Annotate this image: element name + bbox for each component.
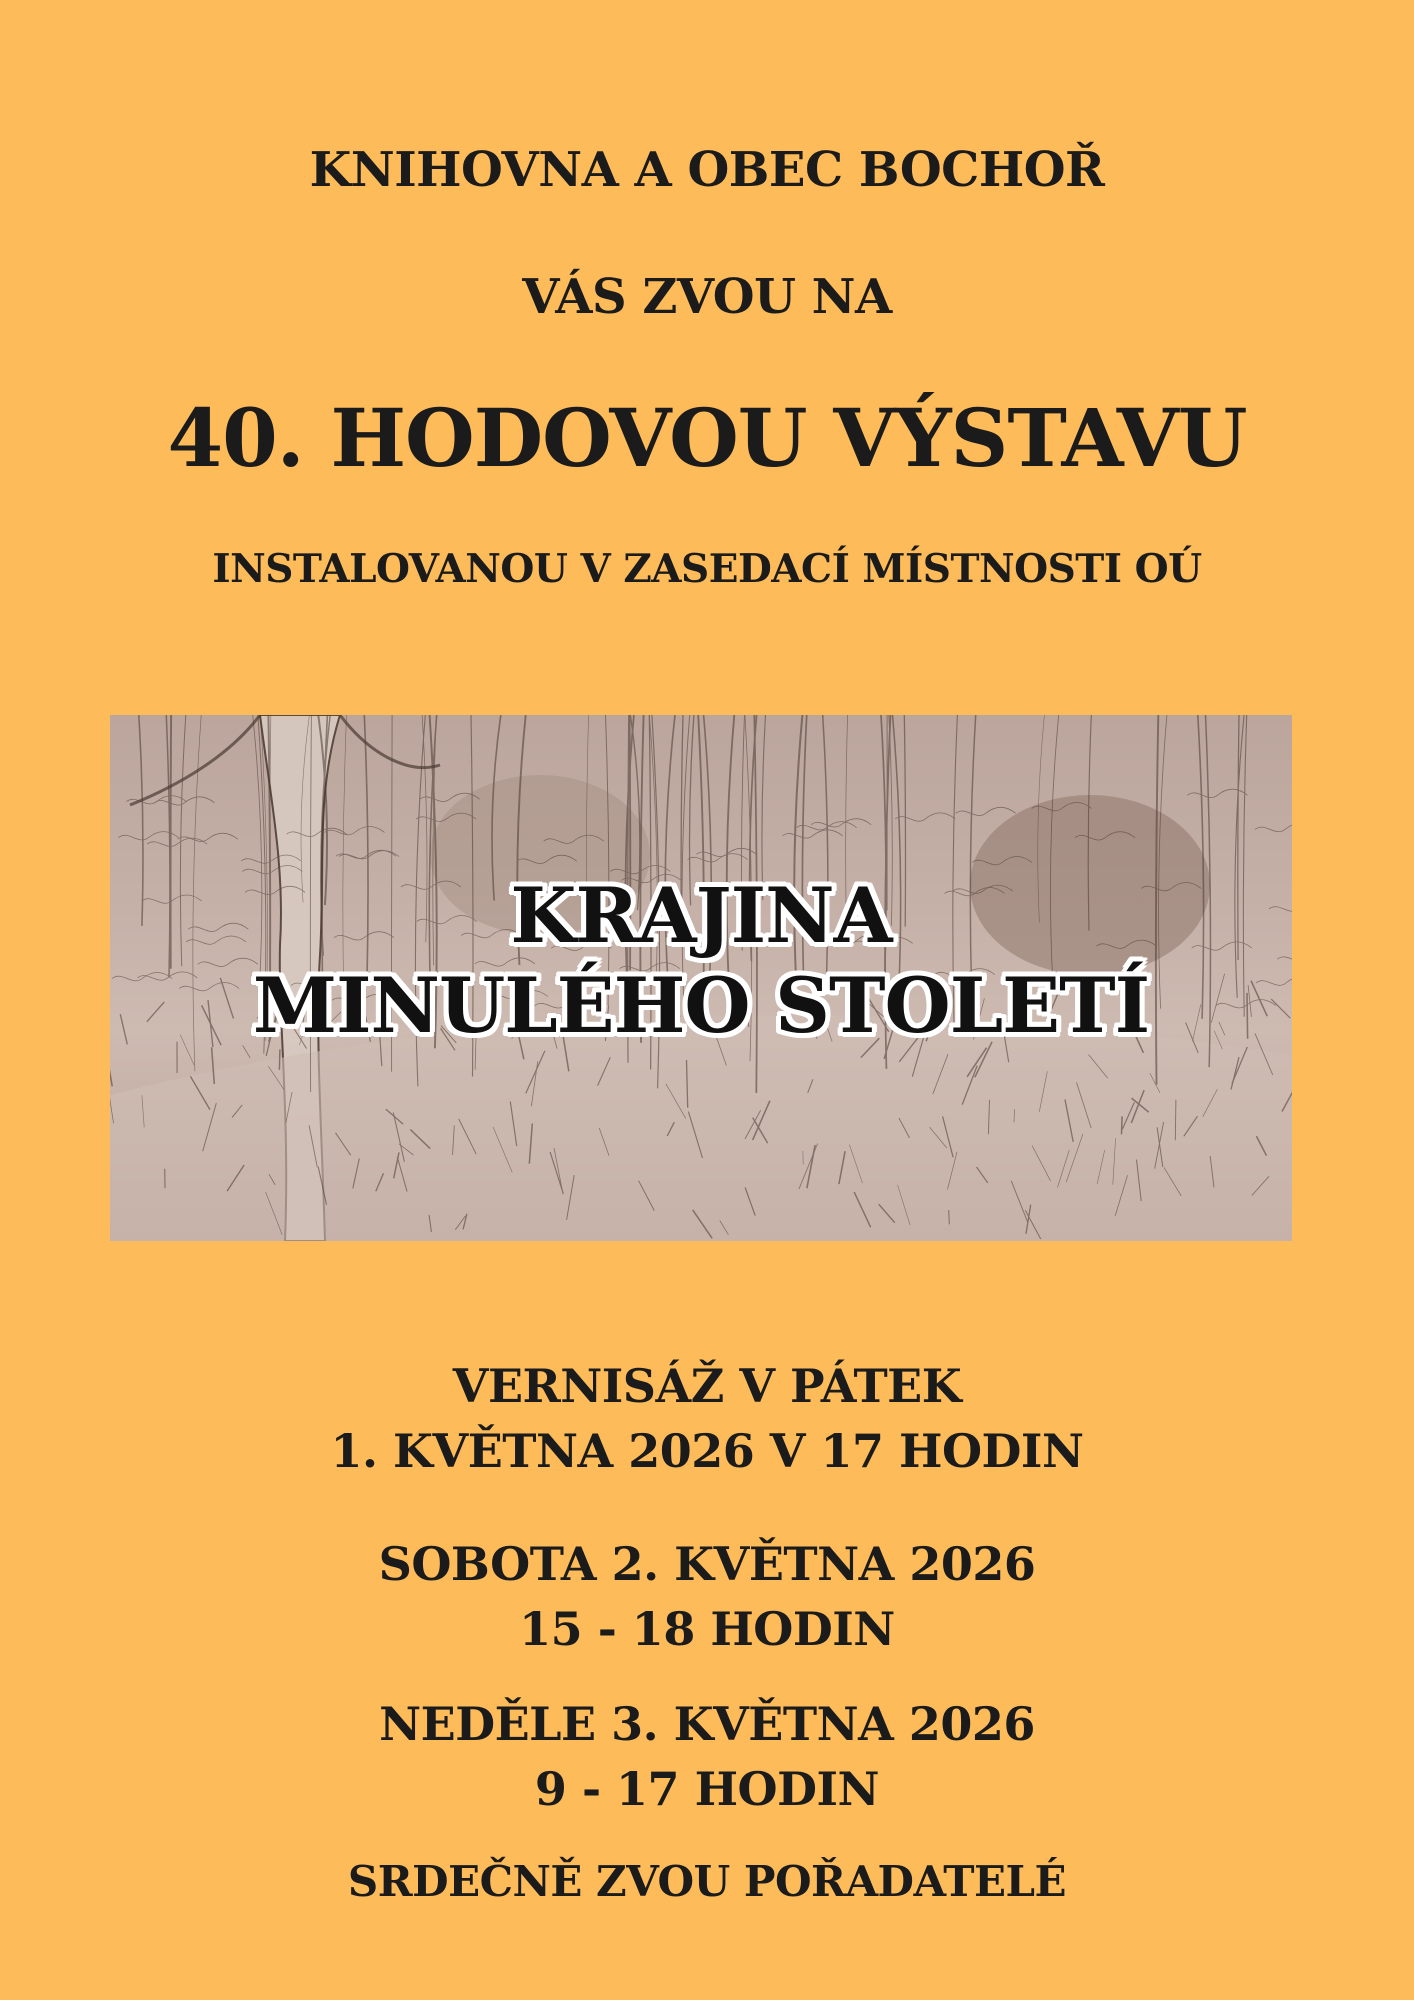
sunday-hours: 9 - 17 HODIN — [534, 1762, 880, 1816]
artwork-title-line1: KRAJINA — [510, 871, 892, 960]
vernissage-date-time: 1. KVĚTNA 2026 V 17 HODIN — [330, 1424, 1084, 1478]
artwork-title-line2: MINULÉHO STOLETÍ — [252, 961, 1150, 1050]
closing-signoff: SRDEČNĚ ZVOU POŘADATELÉ — [347, 1857, 1067, 1906]
saturday-date: SOBOTA 2. KVĚTNA 2026 — [378, 1537, 1036, 1591]
vernissage-day: VERNISÁŽ V PÁTEK — [452, 1359, 962, 1413]
landscape-sketch-image — [110, 715, 1292, 1241]
saturday-hours: 15 - 18 HODIN — [519, 1602, 895, 1656]
organizer-line: KNIHOVNA A OBEC BOCHOŘ — [309, 142, 1105, 198]
invite-line: VÁS ZVOU NA — [522, 269, 892, 325]
venue-line: INSTALOVANOU V ZASEDACÍ MÍSTNOSTI OÚ — [212, 546, 1202, 592]
event-title: 40. HODOVOU VÝSTAVU — [167, 391, 1247, 485]
sunday-date: NEDĚLE 3. KVĚTNA 2026 — [379, 1697, 1035, 1751]
